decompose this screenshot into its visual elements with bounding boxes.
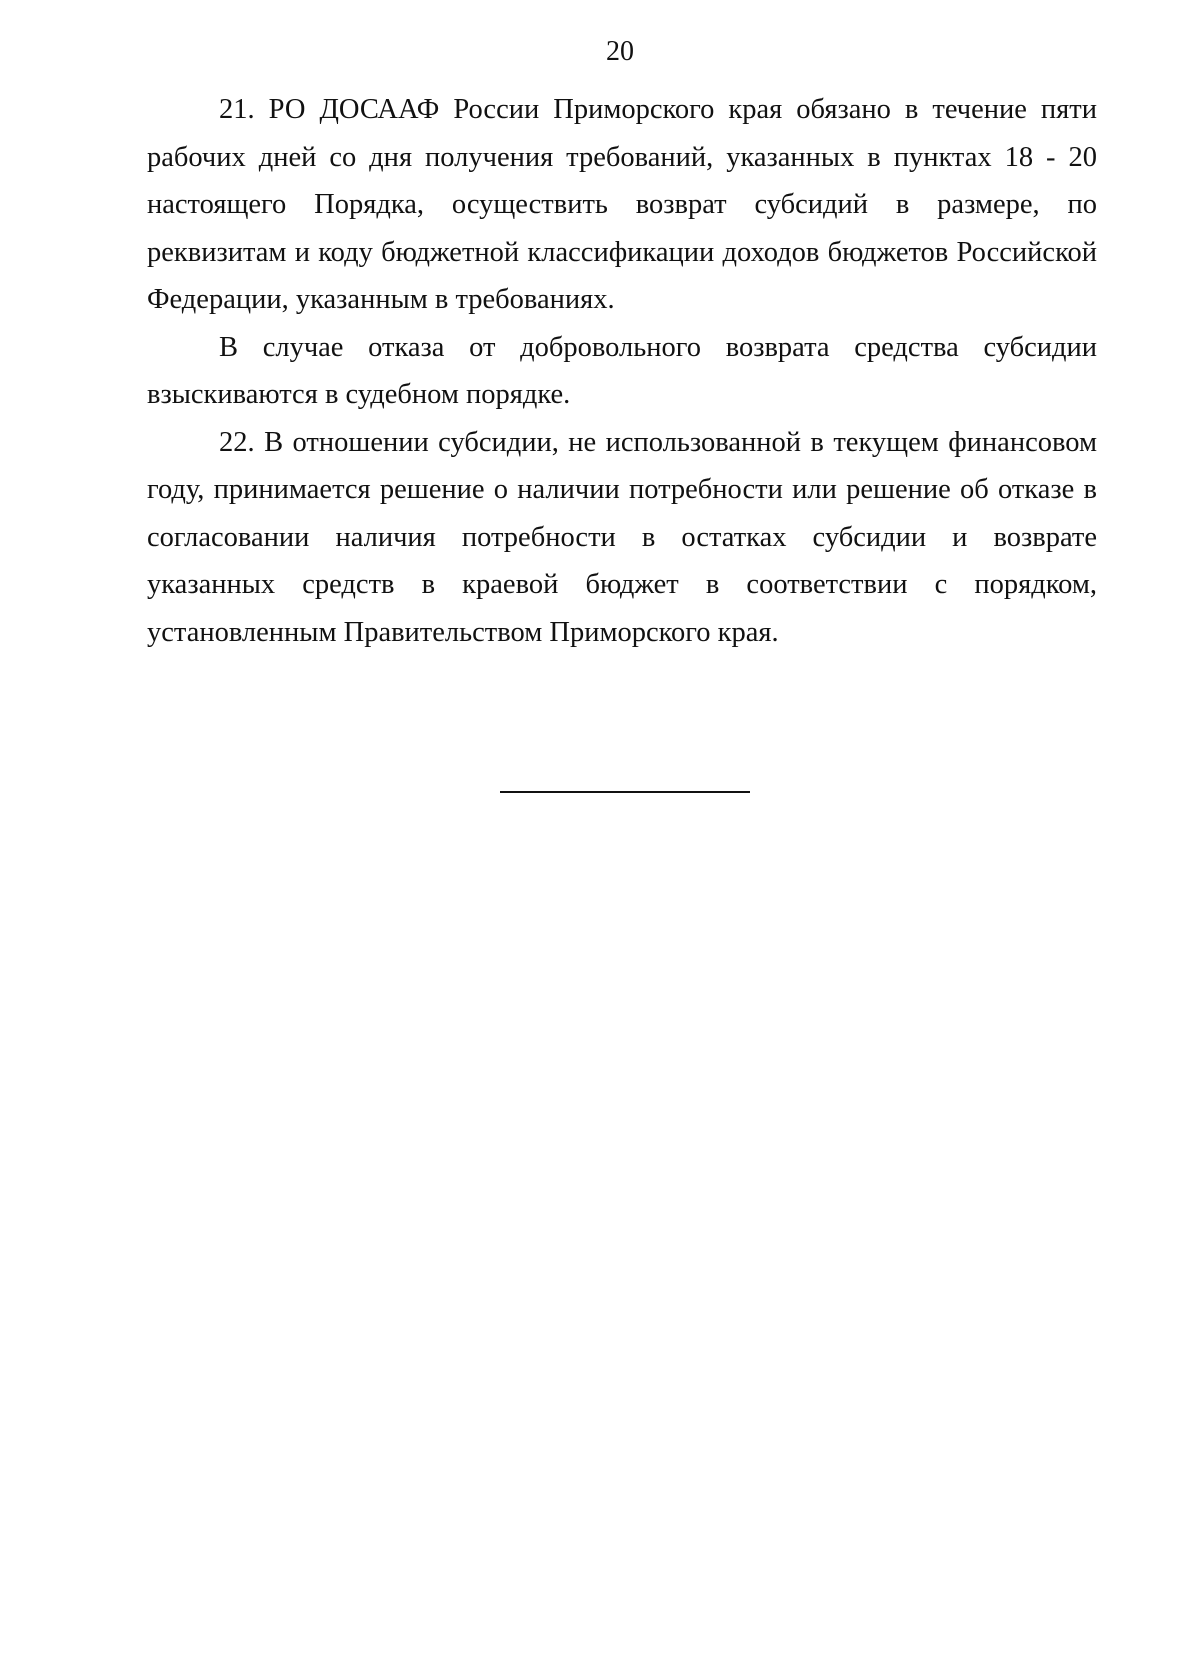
page-number: 20 — [606, 36, 634, 67]
paragraph-refusal: В случае отказа от добровольного возврата средства субсидии взыскиваются в судебном порядке. — [147, 331, 1097, 410]
paragraph-21: 21. РО ДОСААФ России Приморского края обязано в течение пяти рабочих дней со дня получения требований, указанных в пунктах 18 - 20 настоящего Порядка, осуществить возврат субсидий в размере, по реквизитам и коду бюджетной классификации доходов бюджетов Российской Федерации, указанным в требованиях. — [147, 94, 1097, 315]
document-body — [147, 86, 1097, 656]
paragraph-22: 22. В отношении субсидии, не использованной в текущем финансовом году, принимается решение о наличии потребности или решение об отказе в согласовании наличия потребности в остатках субсидии и возврате указанных средств в краевой бюджет в соответствии с порядком, установленным Правительством Приморского края. — [147, 426, 1097, 648]
end-divider — [500, 791, 750, 793]
